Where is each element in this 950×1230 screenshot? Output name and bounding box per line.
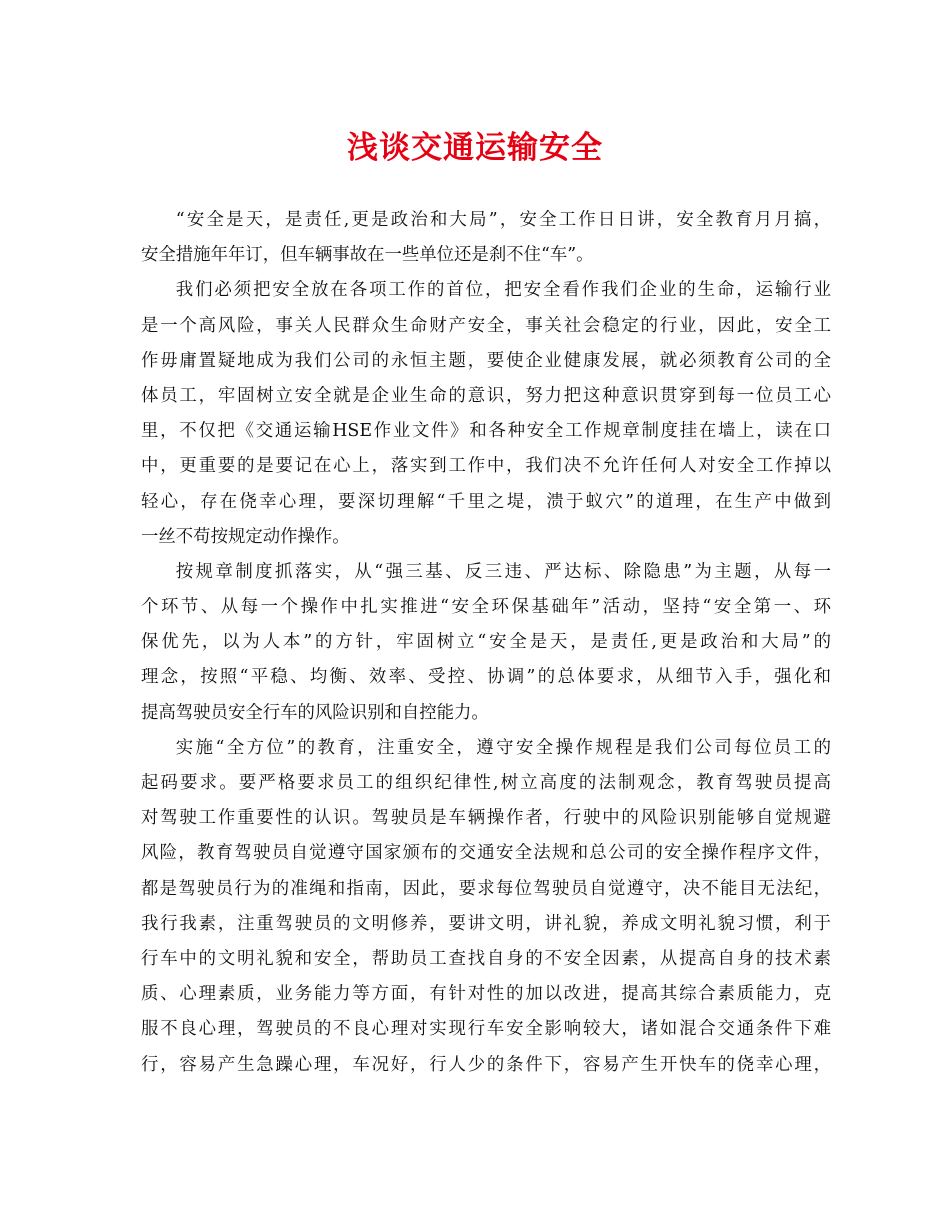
text-line: 起码要求。要严格要求员工的组织纪律性,树立高度的法制观念，教育驾驶员提高 (141, 773, 831, 793)
text-line: 理念，按照“平稳、均衡、效率、受控、协调”的总体要求，从细节入手，强化和 (141, 667, 831, 688)
text-line: 一丝不苟按规定动作操作。 (141, 526, 350, 547)
text-line: 服不良心理，驾驶员的不良心理对实现行车安全影响较大，诸如混合交通条件下难 (141, 1019, 831, 1040)
text-line: 都是驾驶员行为的准绳和指南，因此，要求每位驾驶员自觉遵守，决不能目无法纪， (141, 878, 831, 899)
text-line: 作毋庸置疑地成为我们公司的永恒主题，要使企业健康发展，就必须教育公司的全 (141, 350, 831, 371)
paragraph-4 (141, 731, 831, 1083)
text-line: 质、心理素质，业务能力等方面，有针对性的加以改进，提高其综合素质能力，克 (141, 984, 831, 1005)
text-line: 体员工，牢固树立安全就是企业生命的意识，努力把这种意识贯穿到每一位员工心 (141, 385, 831, 406)
text-line: “安全是天，是责任,更是政治和大局”，安全工作日日讲，安全教育月月搞， (175, 210, 831, 230)
text-line: 实施“全方位”的教育，注重安全，遵守安全操作规程是我们公司每位员工的 (175, 737, 831, 758)
text-line: 安全措施年年订，但车辆事故在一些单位还是刹不住“车”。 (141, 245, 594, 266)
paragraph-3 (141, 555, 831, 731)
text-line: 里，不仅把《交通运输HSE作业文件》和各种安全工作规章制度挂在墙上，读在口 (141, 421, 831, 442)
text-line: 提高驾驶员安全行车的风险识别和自控能力。 (141, 702, 489, 723)
text-line: 对驾驶工作重要性的认识。驾驶员是车辆操作者，行驶中的风险识别能够自觉规避 (141, 808, 831, 829)
text-line: 保优先，以为人本”的方针，牢固树立“安全是天，是责任,更是政治和大局”的 (141, 632, 831, 653)
text-line: 我行我素，注重驾驶员的文明修养，要讲文明，讲礼貌，养成文明礼貌习惯，利于 (141, 913, 831, 934)
text-line: 轻心，存在侥幸心理，要深切理解“千里之堤，溃于蚁穴”的道理，在生产中做到 (141, 491, 831, 512)
document-title: 浅谈交通运输安全 (347, 130, 603, 166)
text-line: 按规章制度抓落实，从“强三基、反三违、严达标、除隐患”为主题，从每一 (175, 561, 831, 582)
text-line: 我们必须把安全放在各项工作的首位，把安全看作我们企业的生命，运输行业 (175, 280, 831, 301)
paragraph-1 (141, 203, 831, 273)
text-line: 是一个高风险，事关人民群众生命财产安全，事关社会稳定的行业，因此，安全工 (141, 315, 831, 336)
text-line: 中，更重要的是要记在心上，落实到工作中，我们决不允许任何人对安全工作掉以 (141, 456, 831, 477)
document-body (141, 203, 831, 1083)
text-line: 风险，教育驾驶员自觉遵守国家颁布的交通安全法规和总公司的安全操作程序文件， (141, 843, 831, 864)
text-line: 行车中的文明礼貌和安全，帮助员工查找自身的不安全因素，从提高自身的技术素 (141, 948, 831, 969)
text-line: 行，容易产生急躁心理，车况好，行人少的条件下，容易产生开快车的侥幸心理， (141, 1054, 831, 1075)
text-line: 个环节、从每一个操作中扎实推进“安全环保基础年”活动，坚持“安全第一、环 (141, 597, 831, 618)
paragraph-2 (141, 273, 831, 555)
